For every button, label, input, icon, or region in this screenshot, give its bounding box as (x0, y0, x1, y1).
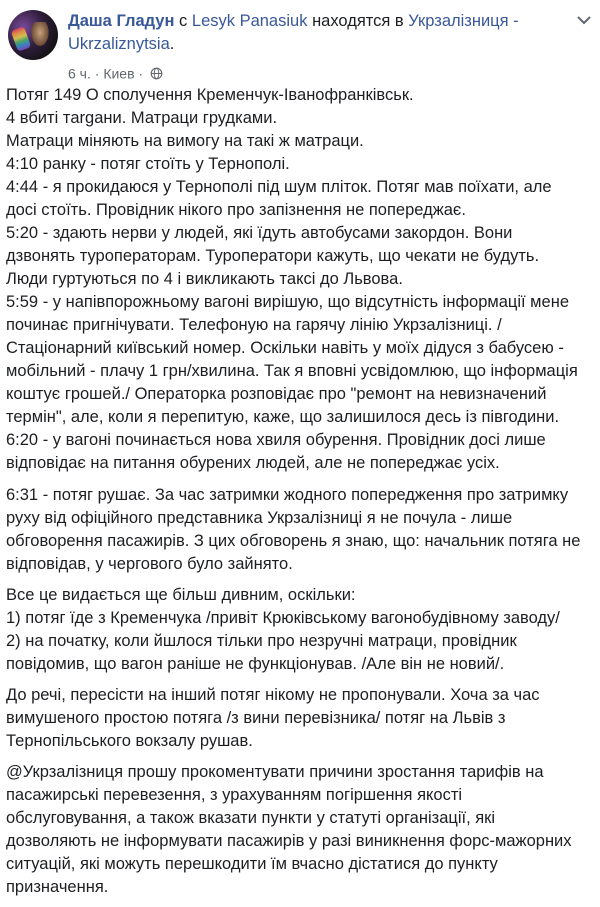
post-line: руху від офіційного представника Укрзалізниці я не почула - лише (6, 509, 513, 527)
post-line: ситуацій, які можуть перешкодити їм вчасно дістатися до пункту (6, 855, 498, 873)
post-line: дозволяють не інформувати пасажирів у разі виникнення форс-мажорних (6, 832, 572, 850)
post-line: вимушеного простою потяга /з вини перевізника/ потяг на Львів з (6, 709, 506, 727)
post-line: досі стоїть. Провідник нікого про запізнення не попереджає. (6, 201, 466, 219)
post-header (8, 6, 592, 84)
post-line: термін", але, коли я перепитую, каже, що залишилося десь із півгодини. (6, 408, 560, 426)
location-text: находятся в (312, 12, 404, 30)
post-line: Матраци міняють на вимогу на такі ж матраци. (6, 132, 364, 150)
post-line: повідомив, що вагон раніше не функціонував. /Але він не новий/. (6, 655, 505, 673)
post-line: 6:31 - потяг рушає. За час затримки жодного попередження про затримку (6, 486, 569, 504)
post-line: 4:44 - я прокидаюся у Тернополі під шум пліток. Потяг мав поїхати, але (6, 178, 552, 196)
post-line: @Укрзалізниця прошу прокоментувати причини зростання тарифів на (6, 763, 544, 781)
post-line: відповідав, у чергового було зайнято. (6, 555, 293, 573)
tagged-user-link[interactable]: Lesyk Panasiuk (191, 12, 308, 30)
author-avatar[interactable] (8, 10, 58, 60)
post-line: Все це видається ще більш дивним, оскільки: (6, 586, 356, 604)
author-name-link[interactable]: Даша Гладун (68, 12, 175, 30)
post-line: 5:20 - здають нерви у людей, які їдуть автобусами закордон. Вони (6, 224, 513, 242)
post-line: 4:10 ранку - потяг стоїть у Тернополі. (6, 155, 290, 173)
post-line: 6:20 - у вагоні починається нова хвиля обурення. Провідник досі лише (6, 431, 546, 449)
post-time-link[interactable]: 6 ч. (68, 65, 91, 82)
post-paragraph-5 (6, 761, 594, 899)
post-line: призначення. (6, 878, 109, 896)
post-line: мобільний - плачу 1 грн/хвилина. Так я вповні усвідомлюю, що інформація (6, 362, 578, 380)
post-line: відповідає на питання обурених людей, але не попереджає усіх. (6, 454, 500, 472)
place-line1: Укрзалізниця - (408, 12, 519, 30)
place-line2: Ukrzaliznytsia (68, 35, 170, 53)
post-line: 1) потяг їде з Кременчука /привіт Крюківському вагонобудівному заводу/ (6, 609, 560, 627)
post-line: До речі, пересісти на інший потяг нікому не пропонували. Хоча за час (6, 686, 540, 704)
post-line: 2) на початку, коли йшлося тільки про незручні матраци, провідник (6, 632, 517, 650)
post-line: Люди гуртуються по 4 і викликають таксі до Львова. (6, 270, 403, 288)
post-header-text (68, 10, 588, 56)
post-line: коштує грошей./ Операторка розповідає про "ремонт на невизначений (6, 385, 547, 403)
with-word: с (179, 12, 188, 30)
post-meta (68, 63, 163, 82)
post-paragraph-3 (6, 584, 594, 676)
post-line: 4 вбиті тargани. Матраци грудками. (6, 109, 278, 127)
post-line: обслуговування, а також вказати пункти у статуті організації, які (6, 809, 496, 827)
post-line: обговорення пасажирів. З цих обговорень я знаю, що: начальник потяга не (6, 532, 581, 550)
post-city-link[interactable]: Киев (103, 65, 135, 82)
post-line: пасажирські перевезення, з урахуванням погіршення якості (6, 786, 463, 804)
post-line: починає пригнічувати. Телефоную на гарячу лінію Укрзалізниці. / (6, 316, 502, 334)
chevron-down-icon[interactable] (576, 14, 592, 26)
post-line: Стаціонарний київський номер. Оскільки навіть у моїх дідуся з бабусею - (6, 339, 564, 357)
globe-icon[interactable] (150, 67, 163, 80)
post-line: Тернопільського вокзалу рушав. (6, 732, 253, 750)
period: . (169, 35, 175, 53)
post-line: Потяг 149 О сполучення Кременчук-Іванофранківськ. (6, 86, 414, 104)
post-line: 5:59 - у напівпорожньому вагоні вирішую, що відсутність інформації мене (6, 293, 569, 311)
post-line: дзвонять туроператорам. Туроператори кажуть, що чекати не будуть. (6, 247, 540, 265)
post-paragraph-2 (6, 484, 594, 576)
post-body (6, 84, 594, 907)
meta-separator: · (94, 65, 100, 82)
post-paragraph-4 (6, 684, 594, 753)
meta-separator-2: · (138, 65, 144, 82)
post-paragraph-1 (6, 84, 594, 475)
